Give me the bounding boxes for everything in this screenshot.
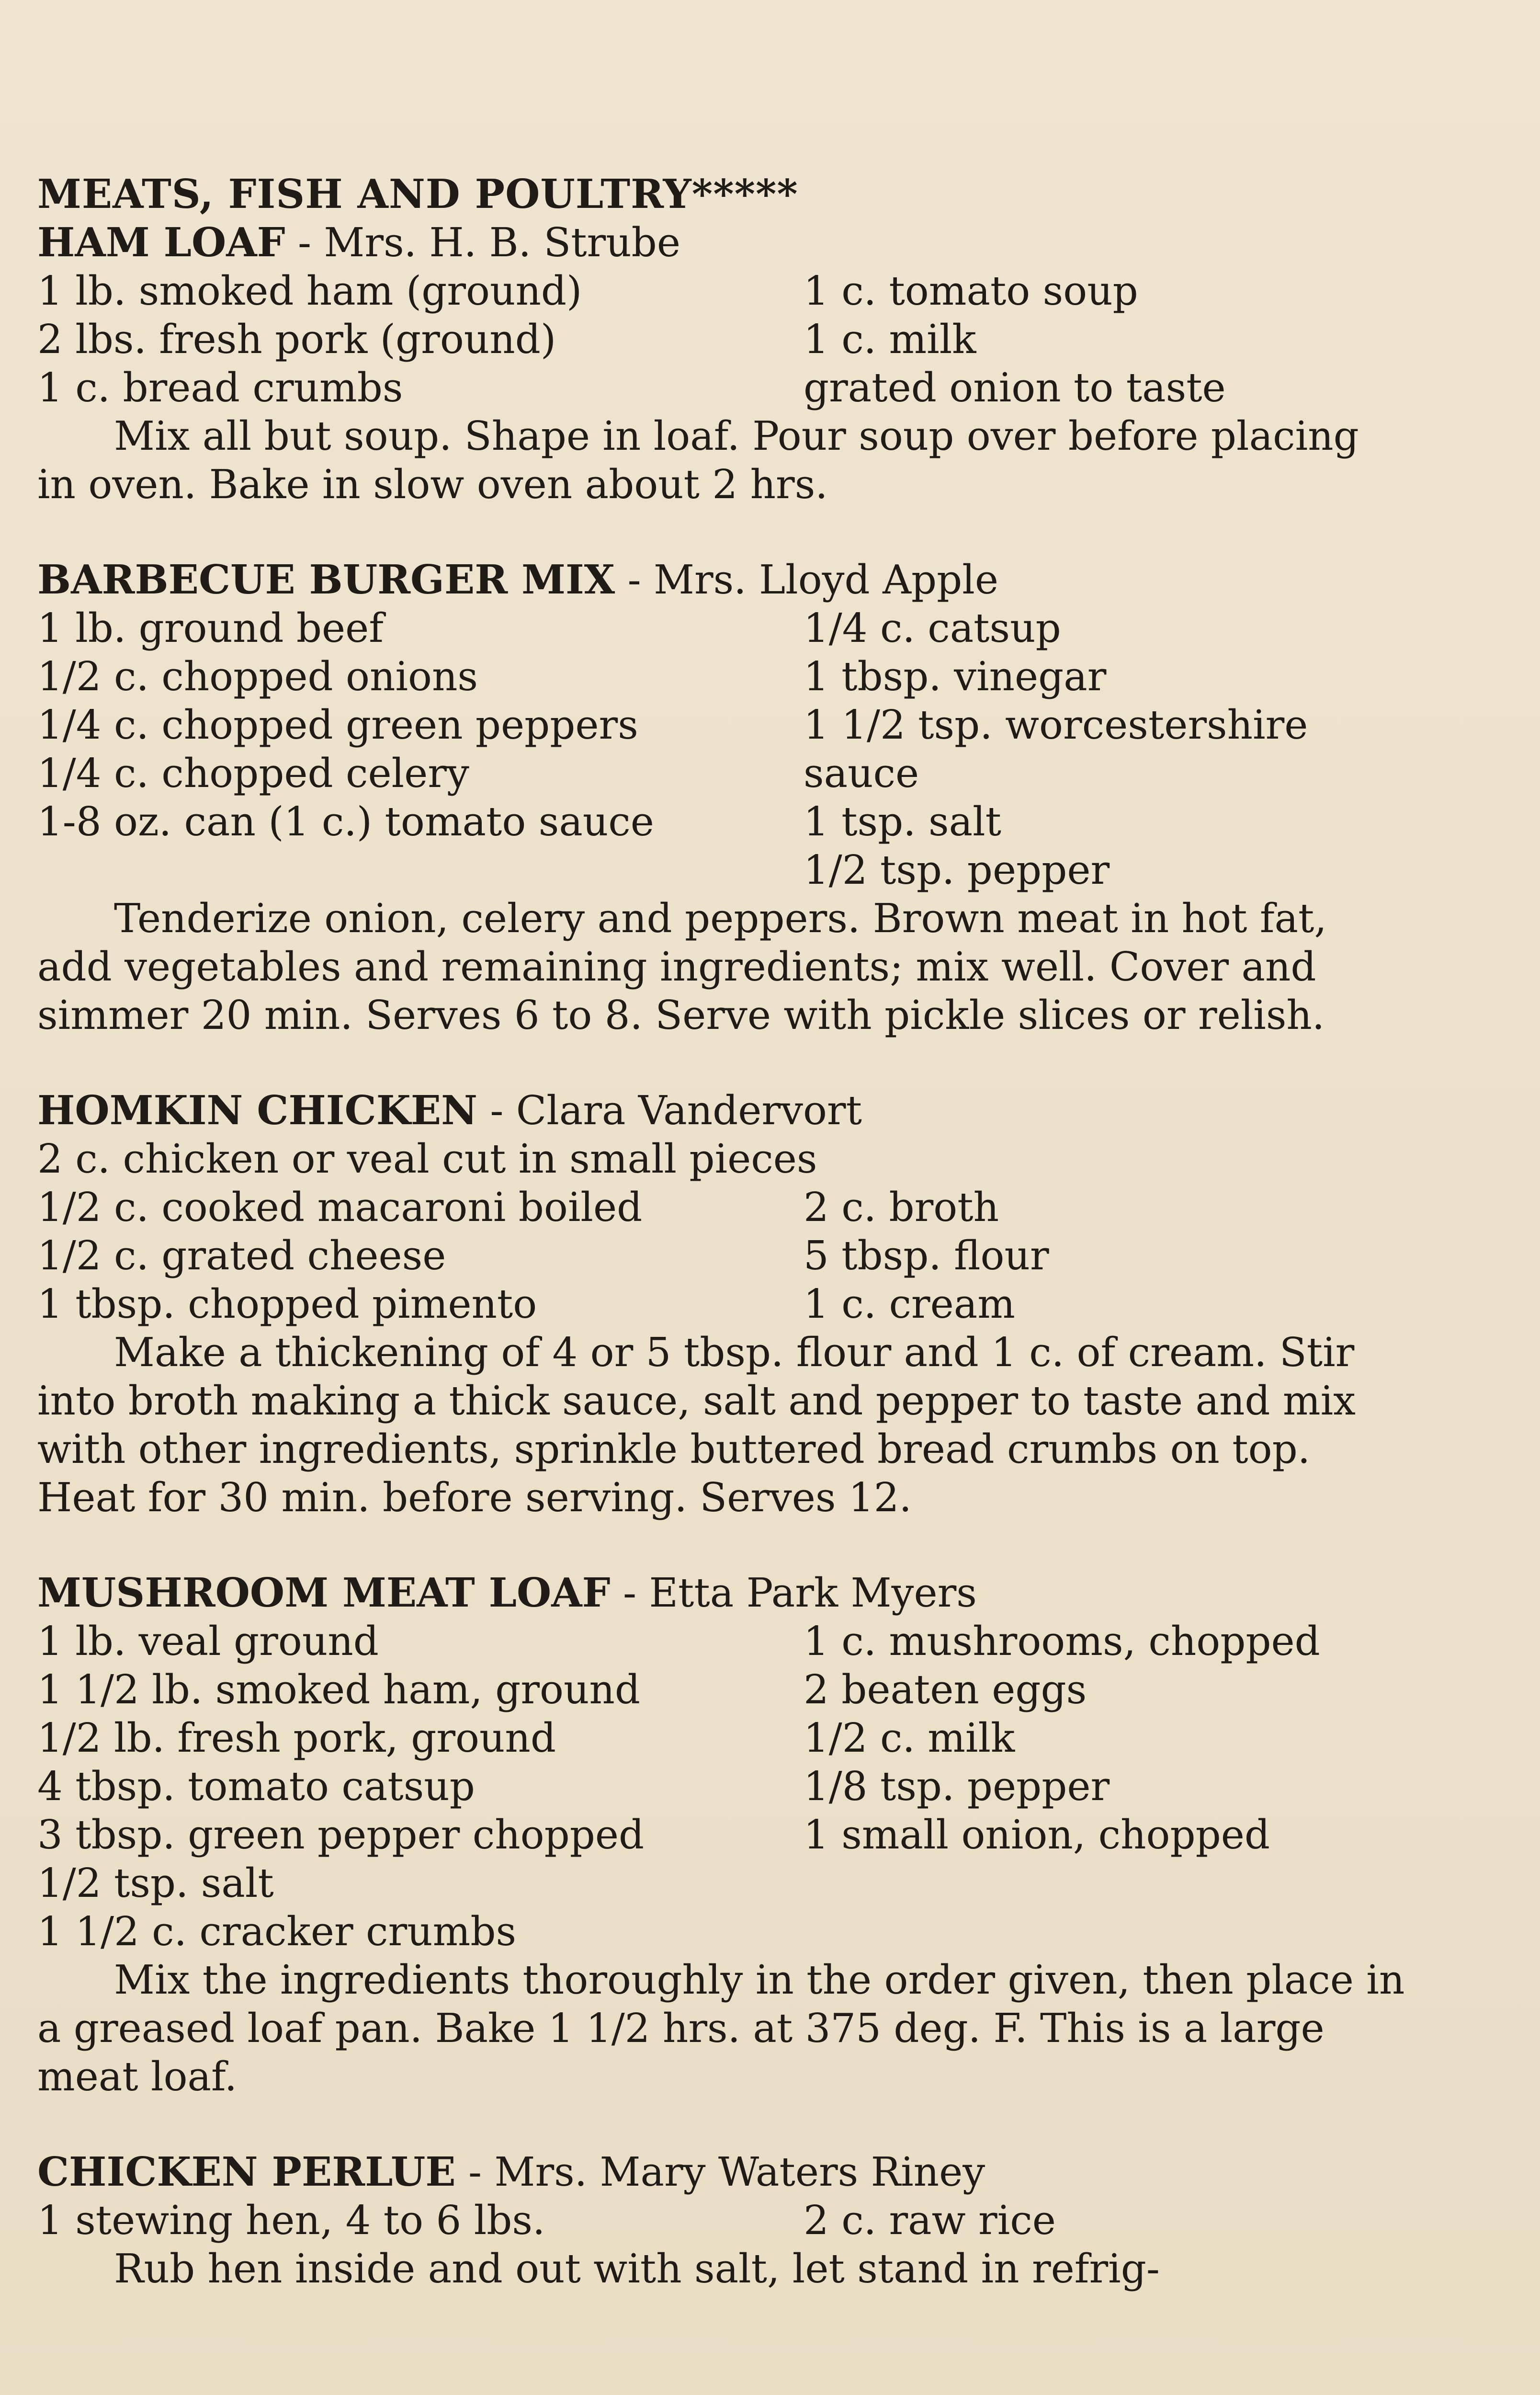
recipe-author: Etta Park Myers — [649, 1570, 977, 1616]
ingredient-right: 1/2 tsp. pepper — [804, 847, 1110, 893]
ingredient-right: 1 c. cream — [804, 1281, 1015, 1327]
ingredient-right: 2 c. raw rice — [804, 2197, 1056, 2244]
ingredient-row — [37, 364, 1407, 412]
title-separator: - — [468, 2149, 482, 2195]
recipe-barbecue-burger-mix — [37, 556, 1407, 1039]
ingredient-row — [37, 1762, 1407, 1811]
ingredient-right: grated onion to taste — [804, 365, 1226, 411]
ingredient-left: 1 c. bread crumbs — [37, 365, 403, 411]
ingredient-left: 1-8 oz. can (1 c.) tomato sauce — [37, 798, 654, 845]
ingredient-left: 1/4 c. chopped green peppers — [37, 702, 638, 748]
recipe-instructions: Mix all but soup. Shape in loaf. Pour soup over before placing in oven. Bake in slow oven about 2 hrs. — [37, 413, 1359, 508]
recipe-instructions: Tenderize onion, celery and peppers. Brown meat in hot fat, add vegetables and remaining ingredients; mix well. Cover and simmer 20 min. Serves 6 to 8. Serve with pickle slices or relish. — [37, 895, 1327, 1038]
ingredient-right: 2 beaten eggs — [804, 1666, 1087, 1713]
recipe-title — [37, 556, 1407, 604]
ingredient-right: 1 c. milk — [804, 316, 976, 363]
ingredient-left: 1 lb. veal ground — [37, 1618, 379, 1665]
ingredient-left: 1 stewing hen, 4 to 6 lbs. — [37, 2197, 545, 2244]
ingredient-row — [37, 1714, 1407, 1762]
ingredient-left: 4 tbsp. tomato catsup — [37, 1763, 475, 1810]
ingredient-right: 1/4 c. catsup — [804, 605, 1061, 651]
ingredient-row — [37, 267, 1407, 315]
recipe-author: Mrs. Lloyd Apple — [654, 557, 998, 603]
recipe-homkin-chicken — [37, 1086, 1407, 1522]
ingredient-right: 1 c. tomato soup — [804, 268, 1138, 314]
ingredient-left: 1/2 tsp. salt — [37, 1860, 274, 1906]
ingredient-row — [37, 749, 1407, 798]
dish-name: HAM LOAF — [37, 219, 285, 266]
page-content — [37, 170, 1407, 2293]
dish-name: HOMKIN CHICKEN — [37, 1087, 477, 1134]
ingredient-left: 1/4 c. chopped celery — [37, 750, 469, 797]
ingredient-left: 3 tbsp. green pepper chopped — [37, 1812, 645, 1858]
ingredient-right: 1 1/2 tsp. worcestershire — [804, 702, 1308, 748]
section-title: MEATS, FISH AND POULTRY***** — [37, 171, 798, 217]
ingredient-row — [37, 1859, 1407, 1907]
ingredient-left: 1/2 c. chopped onions — [37, 653, 478, 700]
ingredient-row — [37, 1280, 1407, 1328]
ingredient-row — [37, 846, 1407, 894]
dish-name: BARBECUE BURGER MIX — [37, 556, 615, 603]
ingredient-row — [37, 798, 1407, 846]
recipe-title — [37, 2148, 1407, 2196]
ingredient-row — [37, 604, 1407, 652]
ingredient-left: 1 lb. ground beef — [37, 605, 384, 651]
ingredient-right: 1 c. mushrooms, chopped — [804, 1618, 1320, 1665]
title-separator: - — [490, 1087, 504, 1134]
ingredient-row — [37, 1811, 1407, 1859]
ingredient-row — [37, 2196, 1407, 2245]
recipe-title — [37, 1569, 1407, 1617]
ingredient-right: 5 tbsp. flour — [804, 1232, 1049, 1279]
ingredient-left — [37, 846, 804, 894]
recipe-instructions: Rub hen inside and out with salt, let stand in refrig- — [114, 2246, 1160, 2292]
recipe-author: Clara Vandervort — [516, 1087, 862, 1134]
ingredient-right: sauce — [804, 750, 919, 797]
ingredient-right — [804, 1859, 1407, 1907]
recipe-instructions: Make a thickening of 4 or 5 tbsp. flour and 1 c. of cream. Stir into broth making a thick sauce, salt and pepper to taste and mix with other ingredients, sprinkle buttered bread crumbs on top. Heat for 30 min. before serving. Serves 12. — [37, 1329, 1356, 1521]
ingredient-left: 1 1/2 c. cracker crumbs — [37, 1908, 517, 1955]
ingredient-left: 1 lb. smoked ham (ground) — [37, 268, 582, 314]
ingredient-right: 1 tbsp. vinegar — [804, 653, 1107, 700]
title-separator: - — [297, 219, 312, 266]
ingredient-right: 1/8 tsp. pepper — [804, 1763, 1110, 1810]
ingredient-right — [804, 1907, 1407, 1956]
recipe-title — [37, 218, 1407, 267]
ingredient-row — [37, 1665, 1407, 1714]
ingredient-row — [37, 1617, 1407, 1665]
title-separator: - — [627, 557, 641, 603]
ingredient-left: 2 lbs. fresh pork (ground) — [37, 316, 556, 363]
ingredient-left: 1 1/2 lb. smoked ham, ground — [37, 1666, 641, 1713]
recipe-instructions: Mix the ingredients thoroughly in the order given, then place in a greased loaf pan. Bake 1 1/2 hrs. at 375 deg. F. This is a large meat loaf. — [37, 1957, 1405, 2100]
dish-name: CHICKEN PERLUE — [37, 2148, 456, 2195]
ingredient-row — [37, 1183, 1407, 1232]
title-separator: - — [623, 1570, 637, 1616]
ingredient-full-line: 2 c. chicken or veal cut in small pieces — [37, 1136, 817, 1182]
ingredient-left: 1/2 lb. fresh pork, ground — [37, 1715, 556, 1761]
ingredient-row — [37, 652, 1407, 701]
dish-name: MUSHROOM MEAT LOAF — [37, 1569, 611, 1616]
ingredient-left: 1/2 c. cooked macaroni boiled — [37, 1184, 643, 1231]
ingredient-row — [37, 701, 1407, 749]
ingredient-right: 1 tsp. salt — [804, 798, 1002, 845]
ingredient-row — [37, 1232, 1407, 1280]
recipe-ham-loaf — [37, 218, 1407, 509]
recipe-author: Mrs. H. B. Strube — [324, 219, 680, 266]
ingredient-row — [37, 1907, 1407, 1956]
recipe-mushroom-meat-loaf — [37, 1569, 1407, 2101]
ingredient-row — [37, 315, 1407, 364]
ingredient-right: 1/2 c. milk — [804, 1715, 1015, 1761]
ingredient-left: 1 tbsp. chopped pimento — [37, 1281, 537, 1327]
ingredient-right: 1 small onion, chopped — [804, 1812, 1270, 1858]
ingredient-left: 1/2 c. grated cheese — [37, 1232, 446, 1279]
recipe-title — [37, 1086, 1407, 1135]
recipe-author: Mrs. Mary Waters Riney — [494, 2149, 985, 2195]
ingredient-right: 2 c. broth — [804, 1184, 999, 1231]
recipe-chicken-perlue — [37, 2148, 1407, 2293]
